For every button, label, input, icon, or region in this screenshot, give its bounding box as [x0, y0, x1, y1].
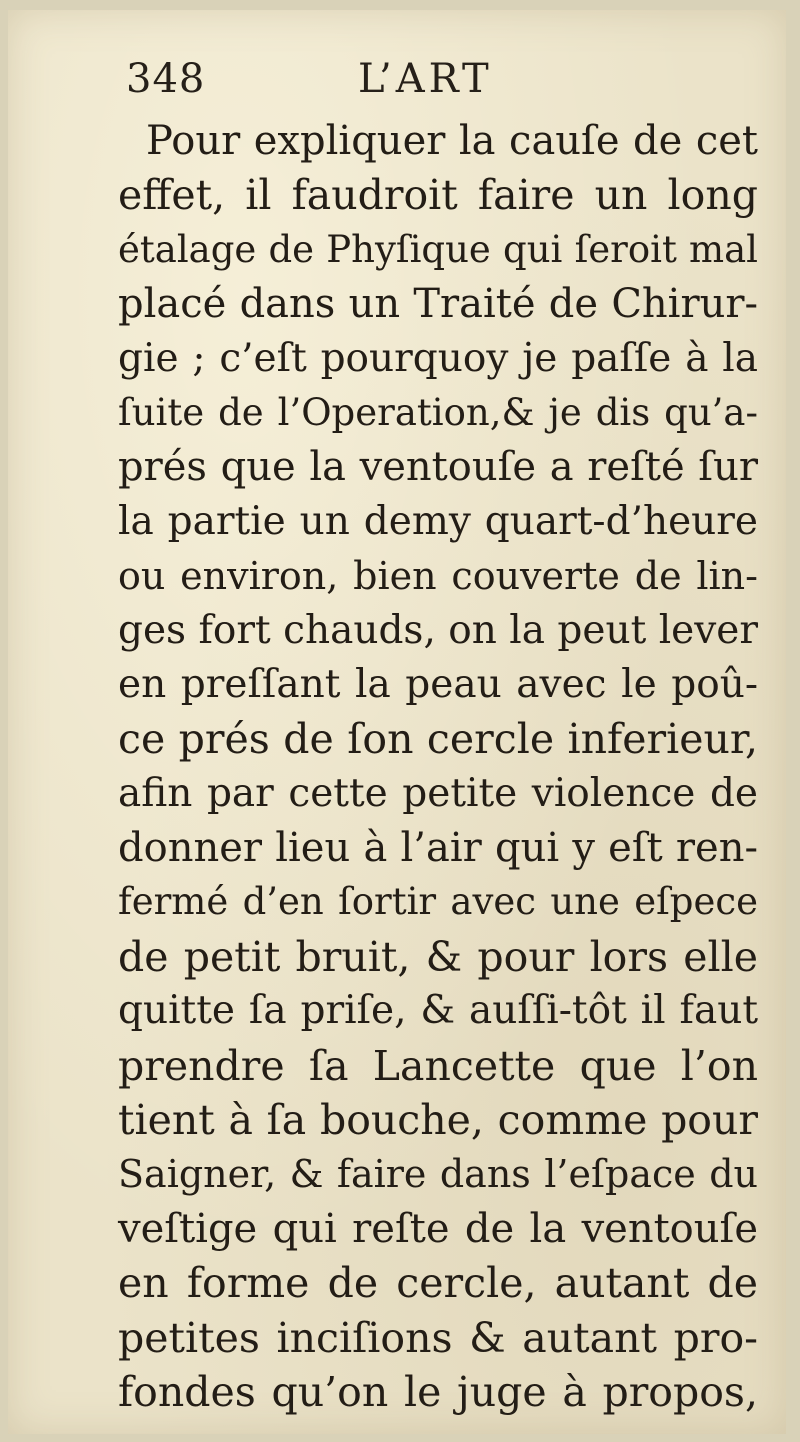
text-line: ou environ, bien couverte de lin- [118, 554, 758, 599]
text-line: ges fort chauds, on la peut lever [118, 607, 758, 653]
text-line: petites inciſions & autant pro- [118, 1313, 758, 1362]
text-line: tient à ſa bouche, comme pour [118, 1096, 758, 1145]
text-line: veſtige qui reſte de la ventouſe [118, 1205, 758, 1252]
text-line: fondes qu’on le juge à propos, [118, 1367, 758, 1416]
text-line: en forme de cercle, autant de [118, 1259, 758, 1308]
text-line: la partie un demy quart-d’heure [118, 498, 758, 544]
book-page [8, 10, 786, 1434]
page-number: 348 [126, 56, 206, 102]
text-line: donner lieu à l’air qui y eſt ren- [118, 825, 758, 872]
text-line: effet, il faudroit faire un long [118, 171, 758, 220]
text-line: de petit bruit, & pour lors elle [118, 932, 758, 981]
text-line: ce prés de ſon cercle inferieur, [118, 715, 758, 764]
text-line: Pour expliquer la cauſe de cet [146, 118, 758, 164]
text-line: étalage de Phyſique qui ſeroit mal [118, 227, 758, 271]
text-line: placé dans un Traité de Chirur- [118, 281, 758, 328]
text-line: gie ; c’eſt pourquoy je paſſe à la [118, 335, 758, 381]
page-header [126, 52, 766, 108]
body-text [118, 114, 758, 1419]
text-line: en preſſant la peau avec le poû- [118, 661, 758, 707]
text-line: prendre ſa Lancette que l’on [118, 1041, 758, 1090]
text-line: fermé d’en ſortir avec une eſpece [118, 880, 758, 924]
text-line: Saigner, & faire dans l’eſpace du [118, 1152, 758, 1197]
running-title: L’ART [358, 56, 493, 102]
text-line: afin par cette petite violence de [118, 770, 758, 816]
text-line: quitte ſa priſe, & auſſi-tôt il faut [118, 988, 758, 1034]
text-line: ſuite de l’Operation,& je dis qu’a- [118, 390, 758, 434]
text-line: prés que la ventouſe a reſté ſur [118, 444, 758, 491]
